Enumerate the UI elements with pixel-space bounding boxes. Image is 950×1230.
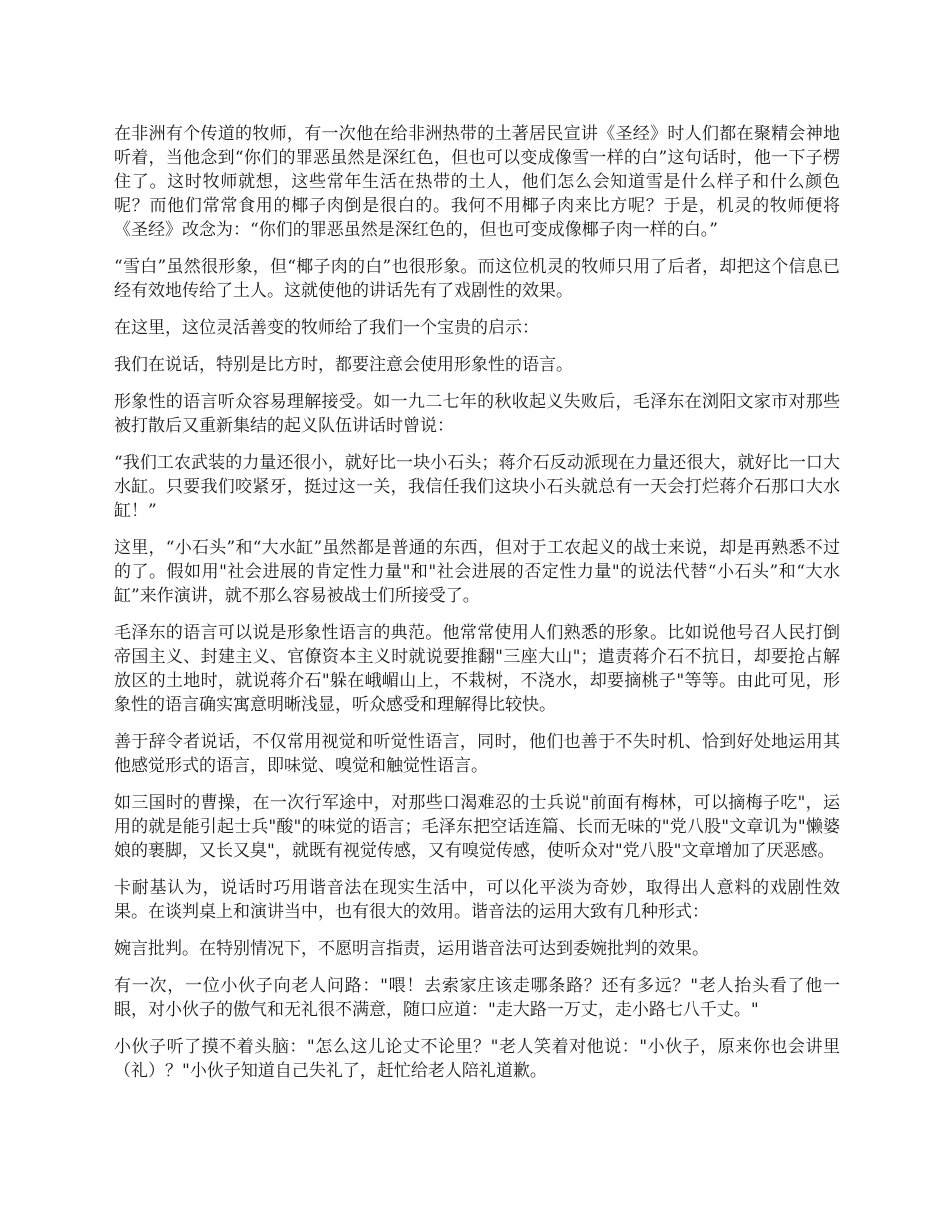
paragraph-14: 小伙子听了摸不着头脑："怎么这儿论丈不论里？"老人笑着对他说："小伙子，原来你也会讲里（礼）？"小伙子知道自己失礼了，赶忙给老人陪礼道歉。 bbox=[114, 1037, 840, 1081]
paragraph-12: 婉言批判。在特别情况下，不愿明言指责，运用谐音法可达到委婉批判的效果。 bbox=[114, 939, 709, 959]
paragraph-1: 在非洲有个传道的牧师，有一次他在给非洲热带的土著居民宣讲《圣经》时人们都在聚精会神地听着，当他念到“你们的罪恶虽然是深红色，但也可以变成像雪一样的白”这句话时，他一下子楞住了。这时牧师就想，这些常年生活在热带的土人，他们怎么会知道雪是什么样子和什么颜色呢？而他们常常食用的椰子肉倒是很白的。我何不用椰子肉来比方呢？于是，机灵的牧师便将《圣经》改念为：“你们的罪恶虽然是深红色的，但也可变成像椰子肉一样的白。” bbox=[114, 124, 840, 240]
paragraph-8: 毛泽东的语言可以说是形象性语言的典范。他常常使用人们熟悉的形象。比如说他号召人民打倒帝国主义、封建主义、官僚资本主义时就说要推翻"三座大山"；遣责蒋介石不抗日，却要抢占解放区的土地时，就说蒋介石"躲在峨嵋山上，不栽树，不浇水，却要摘桃子"等等。由此可见，形象性的语言确实寓意明晰浅显，听众感受和理解得比较快。 bbox=[114, 623, 840, 715]
paragraph-7: 这里，“小石头”和“大水缸”虽然都是普通的东西，但对于工农起义的战士来说，却是再熟悉不过的了。假如用"社会进展的肯定性力量"和"社会进展的否定性力量"的说法代替“小石头”和“大水缸”来作演讲，就不那么容易被战士们所接受了。 bbox=[114, 538, 840, 606]
paragraph-5: 形象性的语言听众容易理解接受。如一九二七年的秋收起义失败后，毛泽东在浏阳文家市对那些被打散后又重新集结的起义队伍讲话时曾说： bbox=[114, 392, 840, 436]
paragraph-10: 如三国时的曹操，在一次行军途中，对那些口渴难忍的士兵说"前面有梅林，可以摘梅子吃"，运用的就是能引起士兵"酸"的味觉的语言；毛泽东把空话连篇、长而无味的"党八股"文章讥为"懒婆娘的裹脚，又长又臭"，就既有视觉传感，又有嗅觉传感，使听众对"党八股"文章增加了厌恶感。 bbox=[114, 793, 840, 861]
paragraph-4: 我们在说话，特别是比方时，都要注意会使用形象性的语言。 bbox=[114, 355, 573, 375]
paragraph-6: “我们工农武装的力量还很小，就好比一块小石头；蒋介石反动派现在力量还很大，就好比一口大水缸。只要我们咬紧牙，挺过这一关，我信任我们这块小石头就总有一天会打烂蒋介石那口大水缸！” bbox=[114, 453, 840, 521]
paragraph-9: 善于辞令者说话，不仅常用视觉和听觉性语言，同时，他们也善于不失时机、恰到好处地运用其他感觉形式的语言，即味觉、嗅觉和触觉性语言。 bbox=[114, 732, 840, 776]
paragraph-3: 在这里，这位灵活善变的牧师给了我们一个宝贵的启示： bbox=[114, 318, 539, 338]
paragraph-13: 有一次，一位小伙子向老人问路："喂！去索家庄该走哪条路？还有多远？"老人抬头看了他一眼，对小伙子的傲气和无礼很不满意，随口应道："走大路一万丈，走小路七八千丈。" bbox=[114, 976, 840, 1020]
paragraph-2: “雪白”虽然很形象，但“椰子肉的白”也很形象。而这位机灵的牧师只用了后者，却把这个信息已经有效地传给了土人。这就使他的讲话先有了戏剧性的效果。 bbox=[114, 257, 840, 301]
paragraph-11: 卡耐基认为，说话时巧用谐音法在现实生活中，可以化平淡为奇妙，取得出人意料的戏剧性效果。在谈判桌上和演讲当中，也有很大的效用。谐音法的运用大致有几种形式： bbox=[114, 878, 840, 922]
document-body bbox=[114, 122, 840, 1096]
